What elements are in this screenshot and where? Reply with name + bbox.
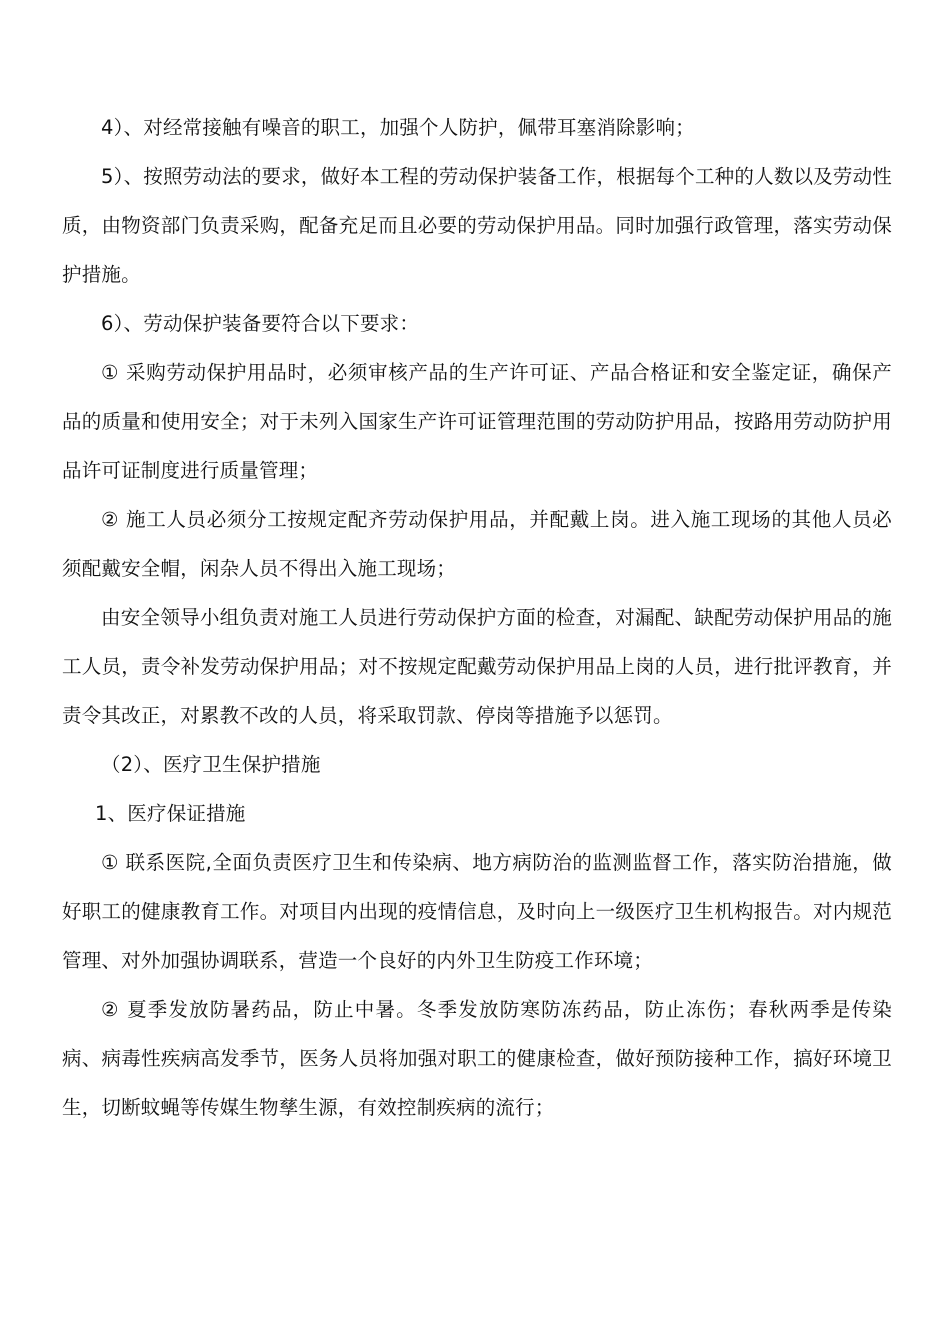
paragraph-inspection: 由安全领导小组负责对施工人员进行劳动保护方面的检查，对漏配、缺配劳动保护用品的施工人员，责令补发劳动保护用品；对不按规定配戴劳动保护用品上岗的人员，进行批评教育，并责令其改正，对累教不改的人员，将采取罚款、停岗等措施予以惩罚。 <box>62 606 892 727</box>
paragraph-hospital-liaison: ① 联系医院,全面负责医疗卫生和传染病、地方病防治的监测监督工作，落实防治措施，做好职工的健康教育工作。对项目内出现的疫情信息，及时向上一级医疗卫生机构报告。对内规范管理、对外加强协调联系，营造一个良好的内外卫生防疫工作环境； <box>62 851 892 972</box>
section-heading-medical: （2）、医疗卫生保护措施 <box>101 753 321 776</box>
paragraph-equipment-requirements: 6）、劳动保护装备要符合以下要求： <box>101 312 420 335</box>
paragraph-worker-equipment: ② 施工人员必须分工按规定配齐劳动保护用品，并配戴上岗。进入施工现场的其他人员必须配戴安全帽，闲杂人员不得出入施工现场； <box>62 508 892 580</box>
subsection-heading-medical-measures: 1、医疗保证措施 <box>95 802 246 825</box>
document-page <box>62 103 892 1132</box>
paragraph-procurement: ① 采购劳动保护用品时，必须审核产品的生产许可证、产品合格证和安全鉴定证，确保产品的质量和使用安全；对于未列入国家生产许可证管理范围的劳动防护用品，按路用劳动防护用品许可证制度进行质量管理； <box>62 361 892 482</box>
paragraph-noise-protection: 4）、对经常接触有噪音的职工，加强个人防护，佩带耳塞消除影响； <box>101 116 695 139</box>
paragraph-seasonal-medicine: ② 夏季发放防暑药品，防止中暑。冬季发放防寒防冻药品，防止冻伤；春秋两季是传染病、病毒性疾病高发季节，医务人员将加强对职工的健康检查，做好预防接种工作，搞好环境卫生，切断蚊蝇等传媒生物孳生源，有效控制疾病的流行； <box>62 998 892 1119</box>
paragraph-labor-law: 5）、按照劳动法的要求，做好本工程的劳动保护装备工作，根据每个工种的人数以及劳动性质，由物资部门负责采购，配备充足而且必要的劳动保护用品。同时加强行政管理，落实劳动保护措施。 <box>62 165 892 286</box>
